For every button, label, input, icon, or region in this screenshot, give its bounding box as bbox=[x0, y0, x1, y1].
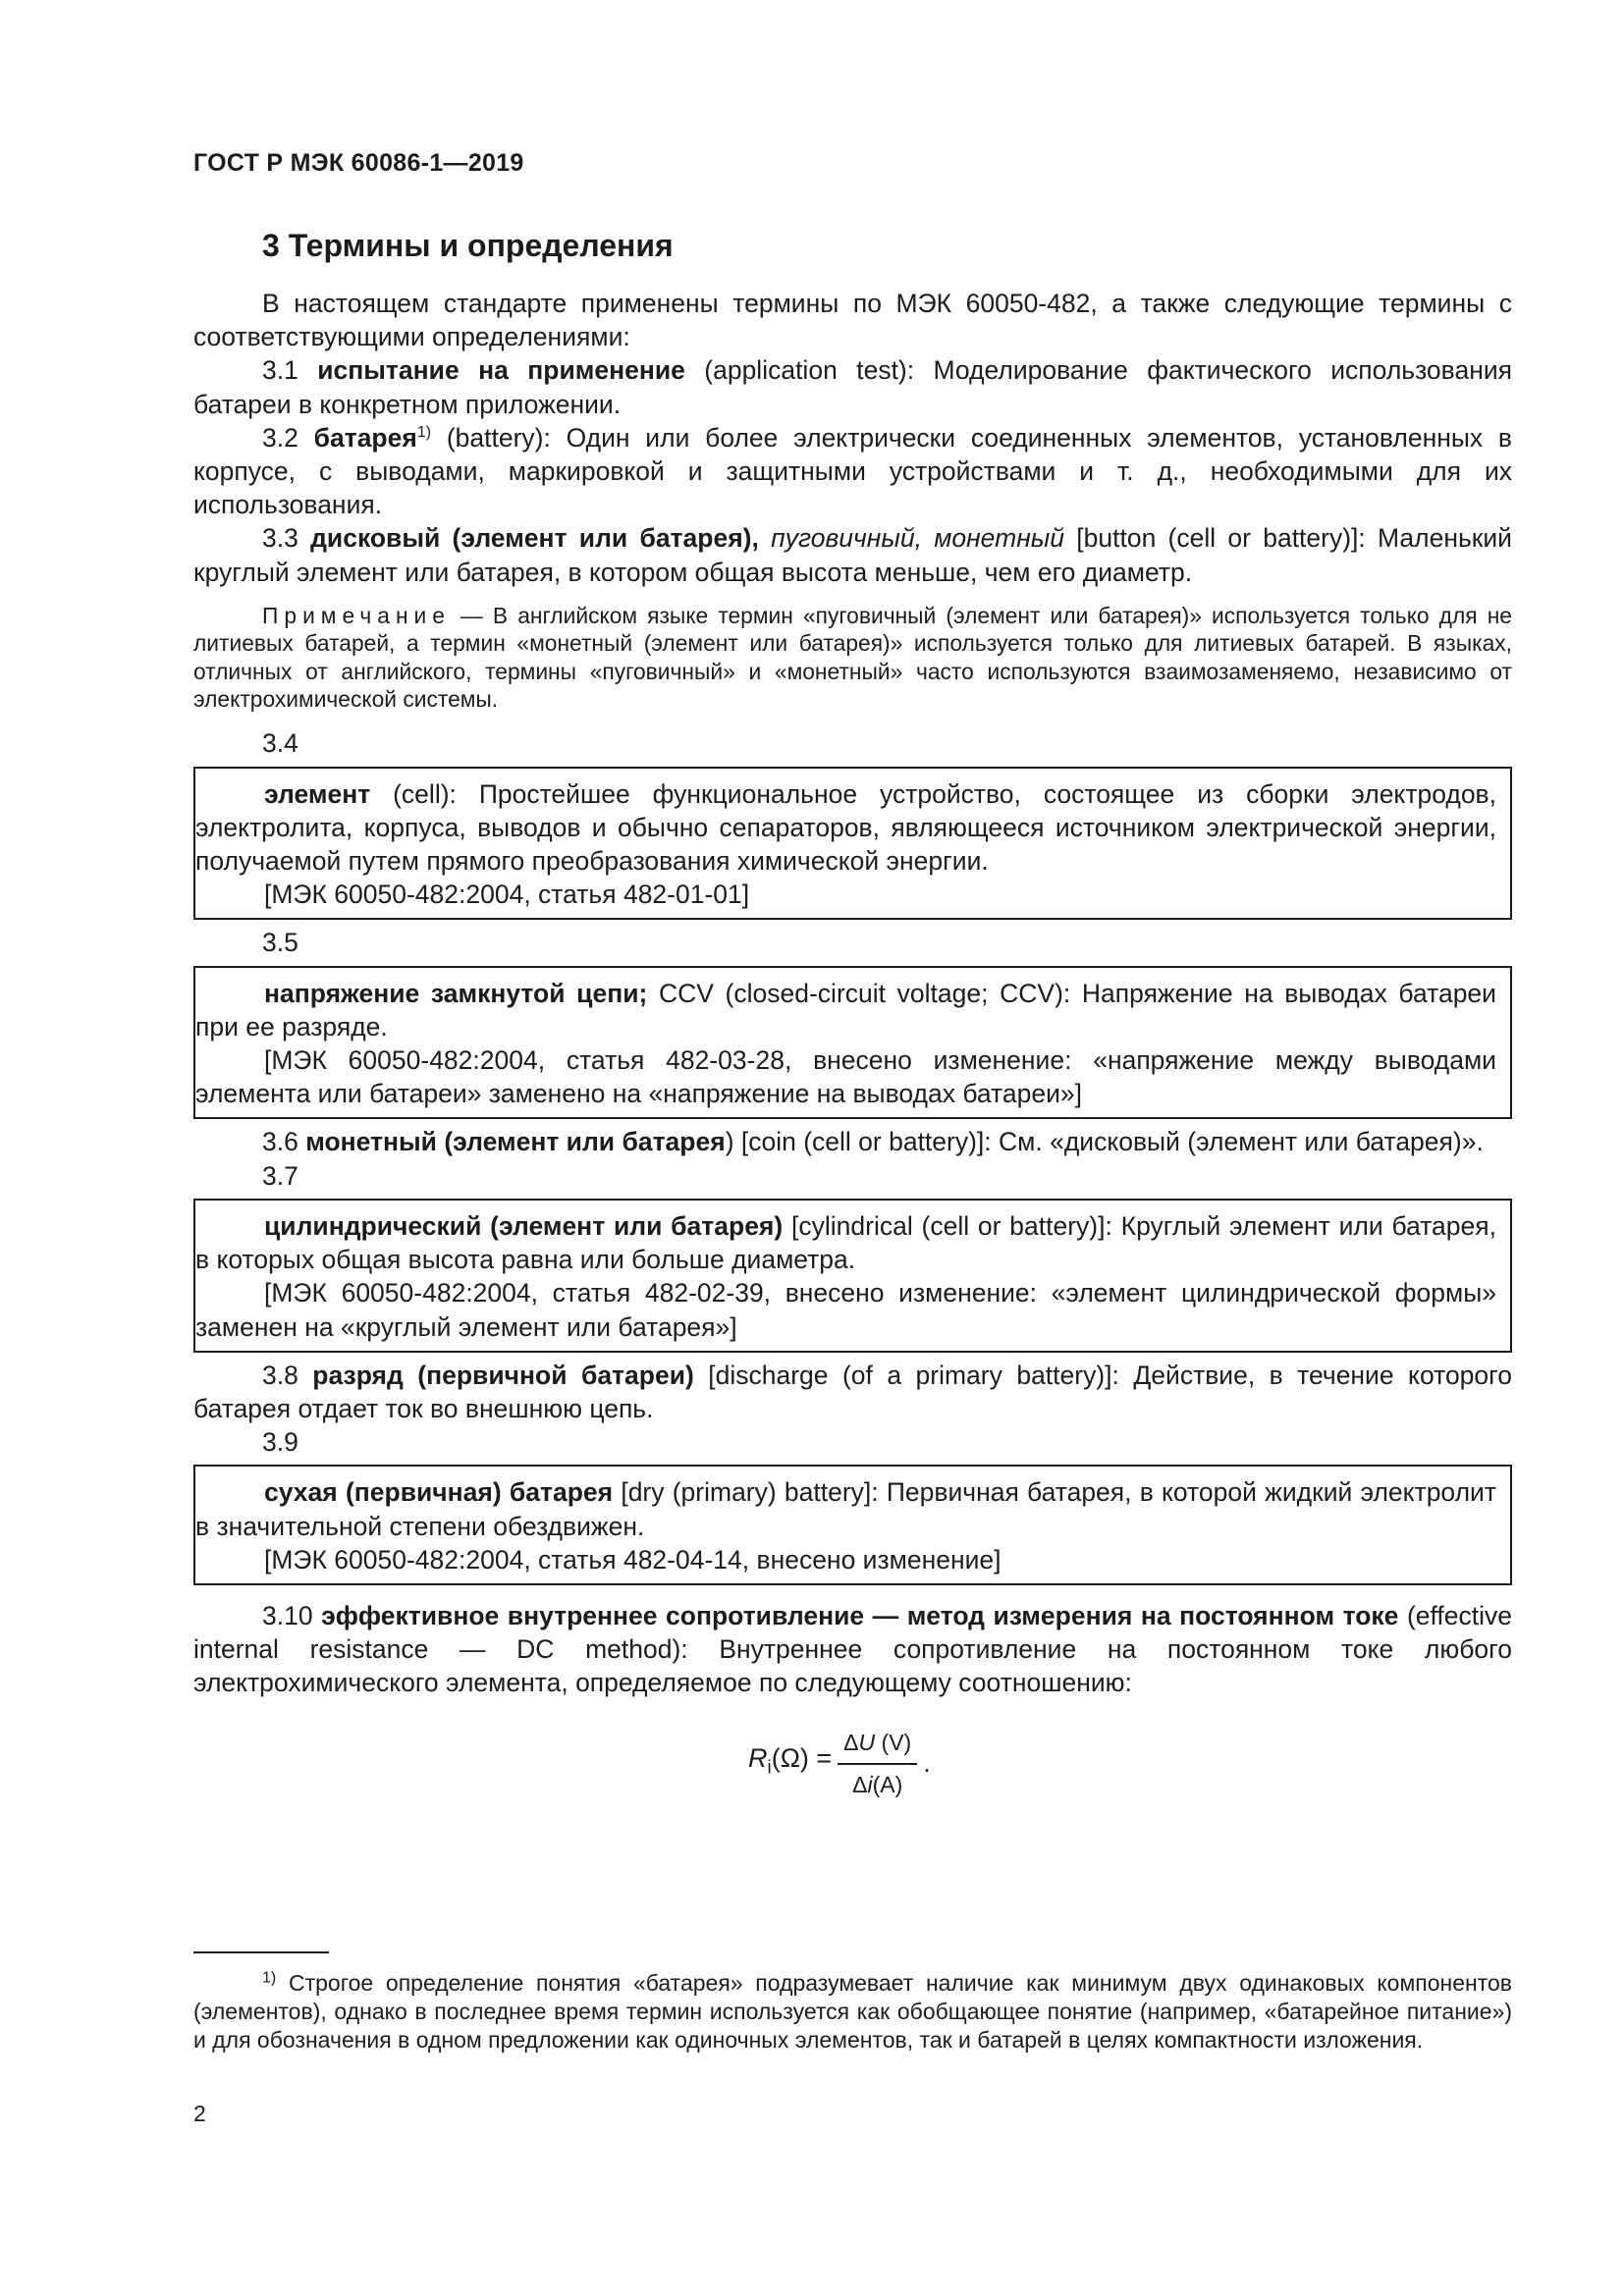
term-definition: [dry (primary) battery]: Первичная батарея, в которой жидкий электролит в значительной степени обездвижен. bbox=[195, 1477, 1496, 1541]
term-source-reference: [МЭК 60050-482:2004, статья 482-01-01] bbox=[264, 880, 750, 910]
term-name: эффективное внутреннее сопротивление — метод измерения на постоянном токе bbox=[321, 1600, 1399, 1630]
formula-subscript: i bbox=[767, 1757, 772, 1779]
term-definition: (application test): Моделирование фактического использования батареи в конкретном приложении. bbox=[193, 355, 1512, 419]
internal-resistance-formula bbox=[748, 1726, 931, 1801]
term-3-3 bbox=[193, 521, 1512, 588]
term-definition: (battery): Один или более электрически соединенных элементов, установленных в корпусе, с выводами, маркировкой и защитными устройствами и т. д., необходимыми для их использования. bbox=[193, 422, 1512, 520]
term-number: 3.8 bbox=[262, 1360, 298, 1390]
footnote-reference: 1) bbox=[416, 423, 432, 441]
note-paragraph bbox=[193, 602, 1512, 714]
term-name: напряжение замкнутой цепи; bbox=[264, 978, 648, 1008]
term-definition: [button (cell or battery)]: Маленький круглый элемент или батарея, в котором общая высота меньше, чем его диаметр. bbox=[193, 523, 1512, 587]
term-3-4 bbox=[195, 777, 1496, 879]
term-definition: (effective internal resistance — DC method): Внутреннее сопротивление на постоянном токе любого электрохимического элемента, определяемое по следующему соотношению: bbox=[193, 1600, 1512, 1698]
term-3-6 bbox=[193, 1125, 1512, 1158]
term-source-reference: [МЭК 60050-482:2004, статья 482-02-39, внесено изменение: «элемент цилиндрической формы» заменен на «круглый элемент или батарея»] bbox=[195, 1278, 1496, 1342]
term-3-7-number: 3.7 bbox=[262, 1160, 298, 1191]
formula-unit-a: (A) bbox=[872, 1771, 903, 1797]
formula-lhs-unit: (Ω) = bbox=[771, 1742, 833, 1773]
term-3-7-box bbox=[193, 1199, 1512, 1353]
term-3-2 bbox=[193, 421, 1512, 522]
formula-block bbox=[193, 1722, 1512, 1800]
term-name: монетный (элемент или батарея bbox=[305, 1127, 726, 1157]
term-name: батарея bbox=[313, 422, 417, 453]
note-text: — В английском языке термин «пуговичный (элемент или батарея)» используется только для не литиевых батарей, а термин «монетный (элемент или батарея)» используется только для литиевых батарей. В языках, отличных от английского, термины «пуговичный» и «монетный» часто используются взаимозаменяемо, независимо от электрохимической системы. bbox=[193, 602, 1512, 713]
page-number: 2 bbox=[193, 2101, 206, 2126]
delta-symbol: Δ bbox=[843, 1729, 859, 1755]
term-number: 3.2 bbox=[262, 422, 298, 453]
term-3-10 bbox=[193, 1599, 1512, 1700]
term-name: разряд (первичной батареи) bbox=[312, 1360, 694, 1390]
term-name: сухая (первичная) батарея bbox=[264, 1477, 614, 1508]
terms-body bbox=[193, 287, 1512, 1800]
term-name: дисковый (элемент или батарея), bbox=[310, 523, 759, 554]
term-definition: [discharge (of a primary battery)]: Действие, в течение которого батарея отдает ток во внешнюю цепь. bbox=[193, 1360, 1512, 1423]
section-title: 3 Термины и определения bbox=[262, 228, 674, 263]
note-label: Примечание bbox=[262, 602, 451, 628]
formula-end-period: . bbox=[923, 1748, 931, 1779]
term-name: испытание на применение bbox=[317, 355, 685, 386]
formula-denominator bbox=[846, 1765, 908, 1801]
term-definition: ) [coin (cell or battery)]: См. «дисковый (элемент или батарея)». bbox=[725, 1127, 1484, 1157]
term-definition: (cell): Простейшее функциональное устройство, состоящее из сборки электродов, электролита, корпуса, выводов и обычно сепараторов, являющееся источником электрической энергии, получаемой путем прямого преобразования химической энергии. bbox=[195, 778, 1496, 877]
formula-symbol-u: U bbox=[858, 1729, 876, 1755]
footnote-mark: 1) bbox=[262, 1969, 277, 1987]
formula-symbol-i: i bbox=[867, 1771, 873, 1797]
term-number: 3.10 bbox=[262, 1600, 313, 1630]
term-3-9 bbox=[195, 1475, 1496, 1542]
term-name: элемент bbox=[264, 778, 371, 809]
document-code-header: ГОСТ Р МЭК 60086-1—2019 bbox=[193, 149, 524, 177]
term-name: цилиндрический (элемент или батарея) bbox=[264, 1210, 784, 1241]
formula-unit-v: (V) bbox=[875, 1729, 912, 1755]
term-definition: CCV (closed-circuit voltage; CCV): Напряжение на выводах батареи при ее разряде. bbox=[195, 978, 1496, 1041]
term-source-reference: [МЭК 60050-482:2004, статья 482-04-14, внесено изменение] bbox=[264, 1544, 1001, 1575]
term-3-5 bbox=[195, 977, 1496, 1043]
formula-symbol-r: R bbox=[748, 1742, 768, 1773]
delta-symbol: Δ bbox=[852, 1771, 868, 1797]
term-3-9-box bbox=[193, 1465, 1512, 1585]
formula-fraction bbox=[838, 1726, 917, 1801]
footnote-separator bbox=[193, 1951, 329, 1953]
term-3-7 bbox=[195, 1209, 1496, 1276]
formula-numerator bbox=[838, 1726, 917, 1765]
term-3-4-box bbox=[193, 767, 1512, 921]
term-number: 3.1 bbox=[262, 355, 298, 386]
term-number: 3.3 bbox=[262, 523, 298, 554]
term-source-reference: [МЭК 60050-482:2004, статья 482-03-28, внесено изменение: «напряжение между выводами элемента или батареи» заменено на «напряжение на выводах батареи»] bbox=[195, 1045, 1496, 1109]
term-3-5-number: 3.5 bbox=[262, 928, 298, 958]
term-3-9-number: 3.9 bbox=[262, 1427, 298, 1458]
footnote-text: Строгое определение понятия «батарея» подразумевает наличие как минимум двух одинаковых компонентов (элементов), однако в последнее время термин используется как обобщающее понятие (например, «батарейное питание») и для обозначения в одном предложении как одиночных элементов, так и батарей в целях компактности изложения. bbox=[193, 1970, 1512, 2053]
term-definition: [cylindrical (cell or battery)]: Круглый элемент или батарея, в которых общая высота равна или больше диаметра. bbox=[195, 1210, 1496, 1275]
term-3-1 bbox=[193, 353, 1512, 420]
intro-paragraph: В настоящем стандарте применены термины по МЭК 60050-482, а также следующие термины с соответствующими определениями: bbox=[193, 289, 1512, 352]
term-3-5-box bbox=[193, 966, 1512, 1120]
term-3-8 bbox=[193, 1359, 1512, 1425]
term-synonyms: пуговичный, монетный bbox=[771, 523, 1065, 554]
formula-lhs bbox=[748, 1741, 832, 1786]
term-number: 3.6 bbox=[262, 1127, 298, 1157]
term-3-4-number: 3.4 bbox=[262, 728, 298, 759]
footnote bbox=[193, 1969, 1512, 2055]
